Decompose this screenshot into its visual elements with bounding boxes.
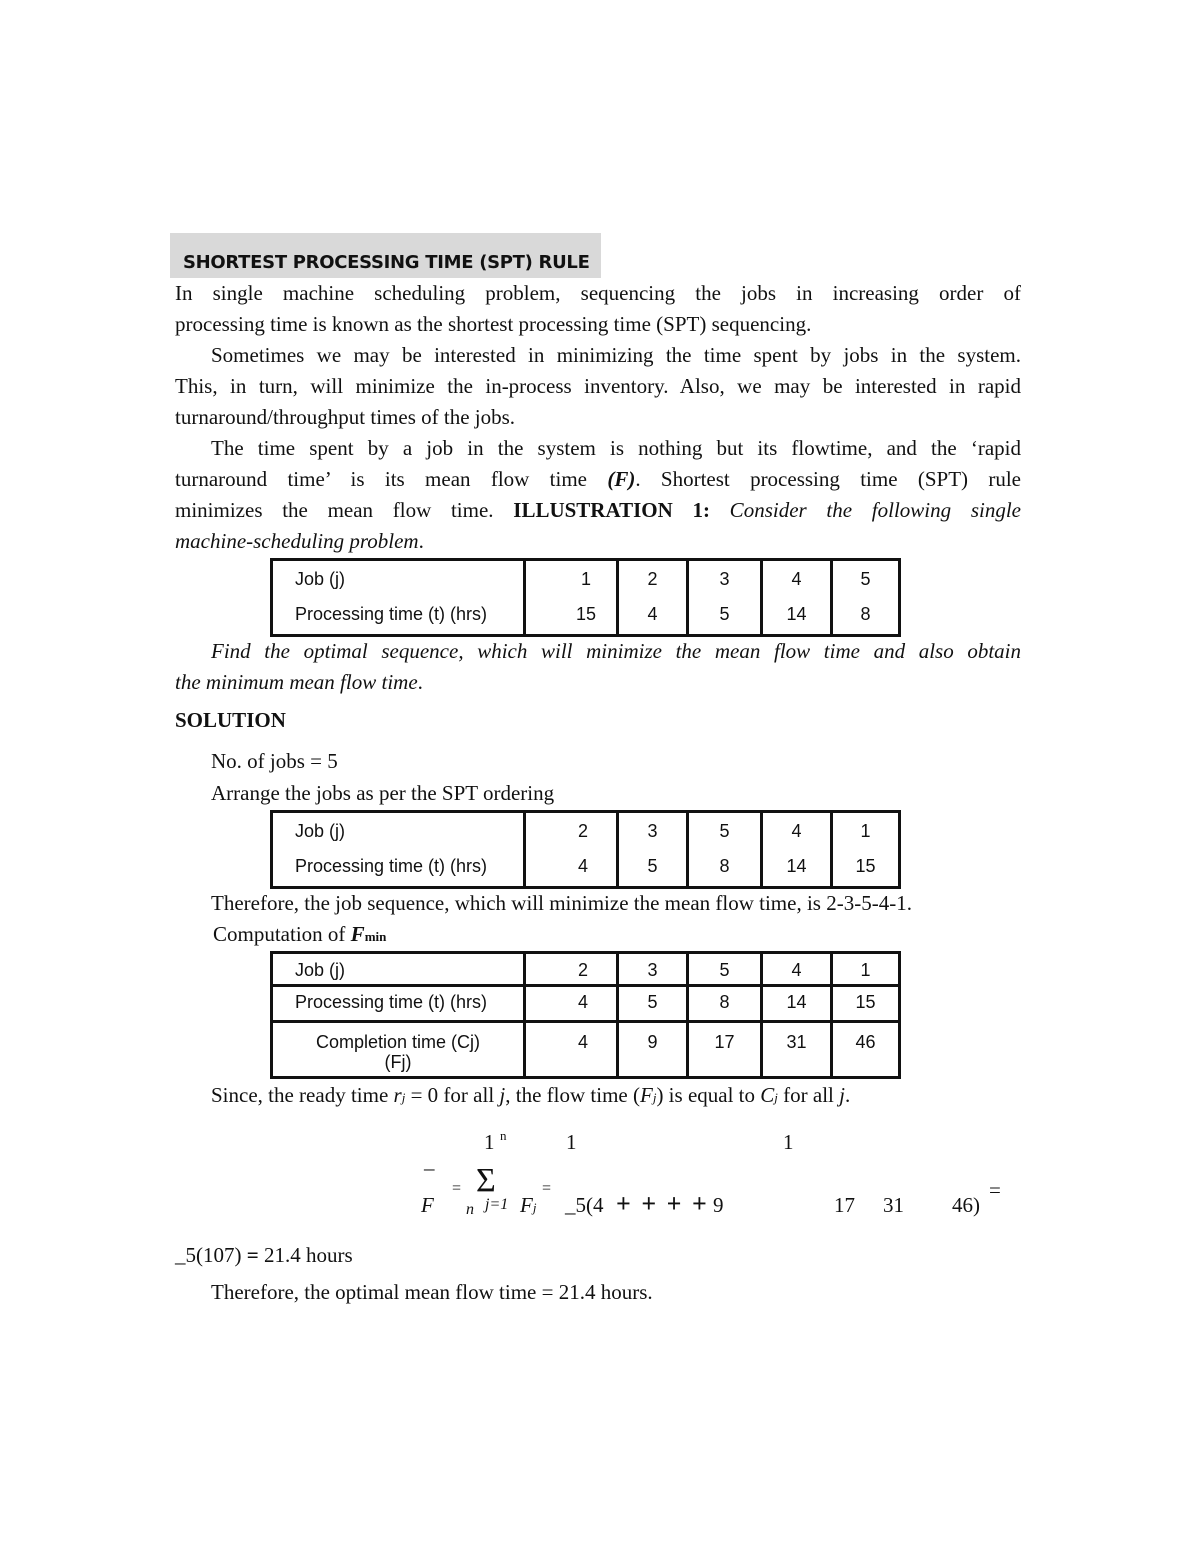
formula-top-one-3: 1 — [783, 1130, 794, 1154]
formula-bar: – — [424, 1156, 435, 1180]
job-value: 3 — [647, 960, 658, 980]
job-value: 4 — [791, 821, 802, 841]
formula-fj — [520, 1193, 536, 1218]
row-label-time: Processing time (t) (hrs) — [295, 604, 488, 624]
table-cell — [762, 953, 832, 986]
time-value: 4 — [577, 856, 588, 876]
job-value: 1 — [860, 960, 871, 980]
paragraph-3 — [175, 433, 1021, 557]
computation-label — [213, 919, 386, 952]
since-text: . — [844, 1083, 851, 1107]
c-symbol: C — [760, 1083, 775, 1107]
table-cell — [525, 986, 618, 1022]
job-value: 5 — [719, 821, 730, 841]
formula-top-one: 1 — [484, 1130, 495, 1154]
since-text: Since, the ready time — [211, 1083, 394, 1107]
paragraph-2 — [175, 340, 1021, 433]
formula-n: n — [466, 1201, 474, 1218]
table-cell — [618, 953, 688, 986]
since-text: for all — [777, 1083, 840, 1107]
table-label-cell — [272, 1022, 525, 1078]
completion-value: 17 — [714, 1032, 735, 1052]
table-label-cell — [272, 953, 525, 986]
result-text: _5(107) — [175, 1243, 247, 1267]
formula-f: F — [421, 1193, 434, 1217]
since-text: ) is equal to — [656, 1083, 761, 1107]
job-value: 5 — [719, 960, 730, 980]
table-cell — [762, 986, 832, 1022]
formula-equals-2: = — [542, 1180, 552, 1197]
table-computation — [270, 951, 901, 1079]
arrange-text: Arrange the jobs as per the SPT ordering — [211, 781, 555, 805]
table-cell — [762, 812, 832, 888]
time-value: 8 — [719, 992, 730, 1012]
formula-value-9: 9 — [713, 1193, 724, 1217]
job-value: 2 — [577, 960, 588, 980]
table-problem — [270, 558, 901, 637]
intro-line-2: processing time is known as the shortest processing time (SPT) sequencing. — [175, 312, 812, 336]
question-paragraph — [175, 636, 1021, 698]
number-of-jobs: No. of jobs = 5 — [211, 749, 338, 773]
job-value: 4 — [791, 960, 802, 980]
solution-heading: SOLUTION — [175, 708, 286, 732]
table-row — [272, 986, 900, 1022]
sequence-result: Therefore, the job sequence, which will minimize the mean flow time, is 2-3-5-4-1. — [211, 891, 912, 915]
time-value: 14 — [786, 992, 807, 1012]
para3-text: . Shortest processing time (SPT) rule — [635, 467, 1021, 491]
para3-line-2 — [175, 464, 1021, 495]
para2-line-3: turnaround/throughput times of the jobs. — [175, 405, 516, 429]
question-text: the minimum mean flow time — [175, 670, 418, 694]
completion-value: 46 — [855, 1032, 876, 1052]
formula-value-46: 46) — [952, 1193, 980, 1217]
table-cell — [618, 560, 688, 636]
time-value: 8 — [860, 604, 871, 624]
job-value: 5 — [860, 569, 871, 589]
table-cell — [832, 1022, 900, 1078]
table-cell — [832, 812, 900, 888]
final-statement: Therefore, the optimal mean flow time = 21.4 hours. — [211, 1280, 653, 1304]
table-row — [272, 1022, 900, 1078]
row-label-time: Processing time (t) (hrs) — [295, 856, 488, 876]
formula-equals-1: = — [452, 1180, 462, 1197]
formula-top-one-2: 1 — [566, 1130, 577, 1154]
table-cell — [688, 1022, 762, 1078]
para3-italic: Consider the following single — [709, 498, 1022, 522]
formula-value-17: 17 — [834, 1193, 855, 1217]
job-value: 3 — [719, 569, 730, 589]
time-value: 5 — [647, 992, 658, 1012]
para3-text: turnaround time’ is its mean flow time — [175, 467, 608, 491]
row-label-completion: Completion time (Cj) — [315, 1032, 481, 1052]
time-value: 5 — [719, 604, 730, 624]
f-symbol: F — [639, 1083, 653, 1107]
table-cell — [688, 812, 762, 888]
table-label-cell — [272, 986, 525, 1022]
job-value: 2 — [647, 569, 658, 589]
formula-plus-signs: + + + + — [616, 1189, 709, 1218]
job-value: 2 — [577, 821, 588, 841]
result-equals: = — [246, 1243, 259, 1267]
fj-symbol: F — [520, 1193, 533, 1217]
row-label-job: Job (j) — [295, 960, 346, 980]
section-heading: SHORTEST PROCESSING TIME (SPT) RULE — [183, 252, 590, 273]
time-value: 4 — [577, 992, 588, 1012]
table-cell — [618, 986, 688, 1022]
table-row — [272, 953, 900, 986]
table-cell — [832, 560, 900, 636]
table-cell — [832, 986, 900, 1022]
row-label-time: Processing time (t) (hrs) — [295, 992, 488, 1012]
para3-text: . — [418, 529, 424, 553]
job-value: 1 — [860, 821, 871, 841]
table-cell — [762, 1022, 832, 1078]
formula-value-31: 31 — [883, 1193, 904, 1217]
table-cell — [762, 560, 832, 636]
f-subscript: min — [364, 929, 387, 944]
table-row — [272, 812, 900, 888]
question-line-2 — [175, 670, 423, 694]
para3-italic: machine-scheduling problem — [175, 529, 419, 553]
para3-line-1: The time spent by a job in the system is nothing but its flowtime, and the ‘rapid — [211, 436, 1021, 460]
formula-equals-3: = — [989, 1178, 1001, 1202]
question-period: . — [417, 670, 423, 694]
since-text: = 0 for all — [405, 1083, 500, 1107]
fj-subscript: j — [532, 1200, 537, 1215]
table-row — [272, 560, 900, 636]
time-value: 15 — [855, 992, 876, 1012]
para3-text: minimizes the mean flow time. — [175, 498, 514, 522]
job-value: 1 — [580, 569, 591, 589]
formula-fraction: _5(4 — [565, 1193, 604, 1217]
table-cell — [618, 1022, 688, 1078]
completion-value: 9 — [647, 1032, 658, 1052]
row-label-job: Job (j) — [295, 569, 346, 589]
row-label-flow: (Fj) — [384, 1052, 412, 1072]
table-cell — [688, 986, 762, 1022]
time-value: 15 — [575, 604, 597, 624]
time-value: 4 — [647, 604, 658, 624]
para3-line-4 — [175, 529, 424, 553]
time-value: 5 — [647, 856, 658, 876]
table-spt-order — [270, 810, 901, 889]
illustration-label: ILLUSTRATION 1: — [513, 498, 710, 522]
f-symbol: F — [350, 922, 365, 946]
result-line — [175, 1240, 353, 1271]
para2-line-1: Sometimes we may be interested in minimizing the time spent by jobs in the system. — [211, 343, 1021, 367]
j-symbol: j — [839, 1083, 845, 1107]
formula-sigma: Σ — [476, 1162, 496, 1199]
formula-top-n: n — [500, 1128, 507, 1143]
since-text: , the flow time ( — [505, 1083, 640, 1107]
completion-value: 4 — [577, 1032, 588, 1052]
intro-line-1: In single machine scheduling problem, sequencing the jobs in increasing order of — [175, 281, 1021, 305]
j-subscript: j — [774, 1090, 778, 1105]
job-value: 3 — [647, 821, 658, 841]
table-label-cell — [272, 560, 525, 636]
computation-text: Computation of — [213, 922, 351, 946]
j-subscript: j — [652, 1090, 657, 1105]
time-value: 15 — [855, 856, 876, 876]
j-symbol: j — [499, 1083, 506, 1107]
intro-paragraph — [175, 278, 1021, 340]
result-value: 21.4 hours — [258, 1243, 353, 1267]
time-value: 8 — [719, 856, 730, 876]
table-cell — [525, 812, 618, 888]
time-value: 14 — [786, 604, 807, 624]
table-cell — [525, 1022, 618, 1078]
table-cell — [618, 812, 688, 888]
table-cell — [525, 953, 618, 986]
j-subscript: j — [401, 1090, 406, 1105]
para3-line-3 — [175, 495, 1021, 526]
table-cell — [688, 560, 762, 636]
para2-line-2: This, in turn, will minimize the in-process inventory. Also, we may be interested in rapid — [175, 374, 1021, 398]
question-line-1: Find the optimal sequence, which will minimize the mean flow time and also obtain — [211, 639, 1021, 663]
mean-flow-symbol: (F) — [607, 467, 636, 491]
table-cell — [832, 953, 900, 986]
completion-value: 31 — [786, 1032, 807, 1052]
since-sentence — [211, 1080, 850, 1113]
formula-sum-index: j=1 — [485, 1196, 509, 1213]
row-label-job: Job (j) — [295, 821, 346, 841]
time-value: 14 — [786, 856, 807, 876]
table-cell — [525, 560, 618, 636]
job-value: 4 — [791, 569, 802, 589]
r-symbol: r — [393, 1083, 402, 1107]
table-label-cell — [272, 812, 525, 888]
table-cell — [688, 953, 762, 986]
